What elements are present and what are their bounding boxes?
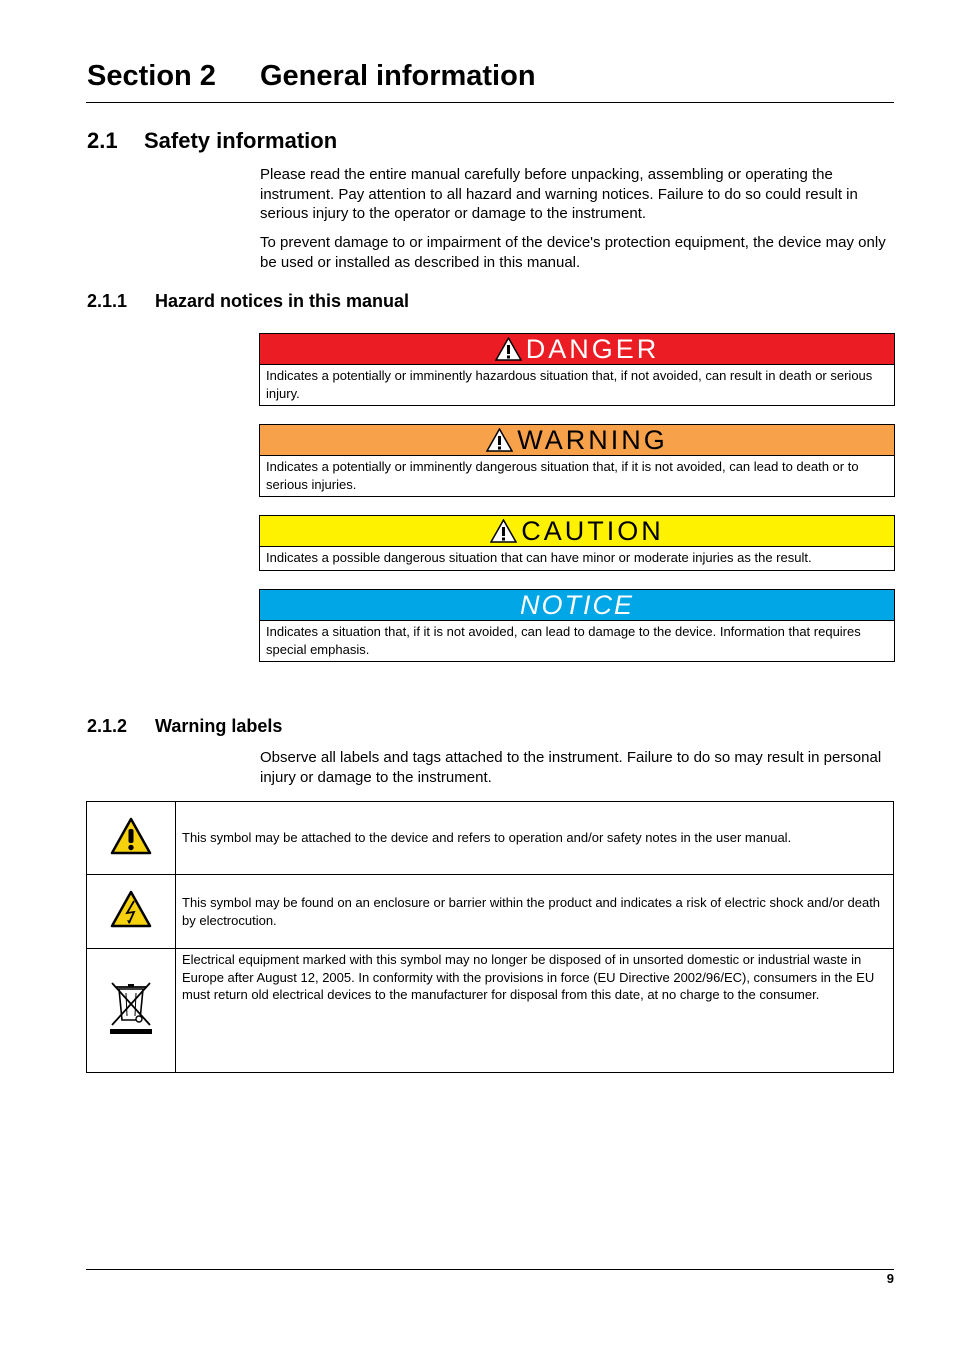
label-description: This symbol may be found on an enclosure or barrier within the product and indicates a risk of electric shock and/or death by electrocution. <box>176 875 894 949</box>
warning-triangle-icon <box>490 519 517 543</box>
heading-safety-information <box>87 128 337 154</box>
heading-number: 2.1.1 <box>87 291 128 311</box>
heading-text: Safety information <box>144 128 338 153</box>
warning-labels-table <box>86 801 894 1073</box>
heading-text: Warning labels <box>155 716 283 736</box>
section-number: Section 2 <box>87 60 216 92</box>
warning-triangle-icon <box>486 428 513 452</box>
table-row <box>87 949 894 1073</box>
caution-label: CAUTION <box>521 515 664 546</box>
crossed-bin-icon <box>106 980 156 1036</box>
label-description: This symbol may be attached to the device and refers to operation and/or safety notes in the user manual. <box>176 802 894 875</box>
caution-notice <box>259 515 895 571</box>
danger-notice <box>259 333 895 406</box>
notice-header <box>260 590 894 621</box>
caution-description: Indicates a possible dangerous situation that can have minor or moderate injuries as the result. <box>266 550 812 565</box>
heading-text: Hazard notices in this manual <box>155 291 410 311</box>
notice-notice <box>259 589 895 662</box>
caution-header <box>260 516 894 547</box>
warning-triangle-icon <box>110 817 152 855</box>
label-icon-cell <box>87 802 176 875</box>
table-row <box>87 802 894 875</box>
heading-number: 2.1 <box>87 128 118 153</box>
notice-label: NOTICE <box>519 589 634 620</box>
heading-hazard-notices <box>87 291 409 312</box>
warning-description: Indicates a potentially or imminently dangerous situation that, if it is not avoided, can lead to death or to serious injuries. <box>266 459 859 492</box>
footer-divider <box>86 1269 894 1270</box>
warning-notice <box>259 424 895 497</box>
danger-header <box>260 334 894 365</box>
notice-description: Indicates a situation that, if it is not avoided, can lead to damage to the device. Information that requires special emphasis. <box>266 624 861 657</box>
safety-paragraph-2: To prevent damage to or impairment of the device's protection equipment, the device may only be used or installed as described in this manual. <box>260 234 886 271</box>
label-icon-cell <box>87 875 176 949</box>
heading-warning-labels <box>87 716 282 737</box>
section-title-text: General information <box>260 60 536 92</box>
danger-label: DANGER <box>525 333 660 364</box>
heading-number: 2.1.2 <box>87 716 128 736</box>
warning-label: WARNING <box>517 424 668 455</box>
electric-shock-icon <box>110 890 152 928</box>
page-number: 9 <box>886 1271 894 1286</box>
warning-triangle-icon <box>495 337 522 361</box>
section-divider <box>86 102 894 103</box>
section-title <box>87 60 536 93</box>
warning-header <box>260 425 894 456</box>
safety-paragraph-1: Please read the entire manual carefully before unpacking, assembling or operating the instrument. Pay attention to all hazard and warning notices. Failure to do so could result in serious injury to the operator or damage to the instrument. <box>260 166 858 222</box>
label-description: Electrical equipment marked with this symbol may no longer be disposed of in unsorted domestic or industrial waste in Europe after August 12, 2005. In conformity with the provisions in force (EU Directive 2002/96/EC), consumers in the EU must return old electrical devices to the manufacturer for disposal from this date, at no charge to the consumer. <box>176 949 894 1073</box>
table-row <box>87 875 894 949</box>
danger-description: Indicates a potentially or imminently hazardous situation that, if not avoided, can result in death or serious injury. <box>266 368 873 401</box>
label-icon-cell <box>87 949 176 1073</box>
warning-labels-paragraph: Observe all labels and tags attached to the instrument. Failure to do so may result in personal injury or damage to the instrument. <box>260 749 882 786</box>
